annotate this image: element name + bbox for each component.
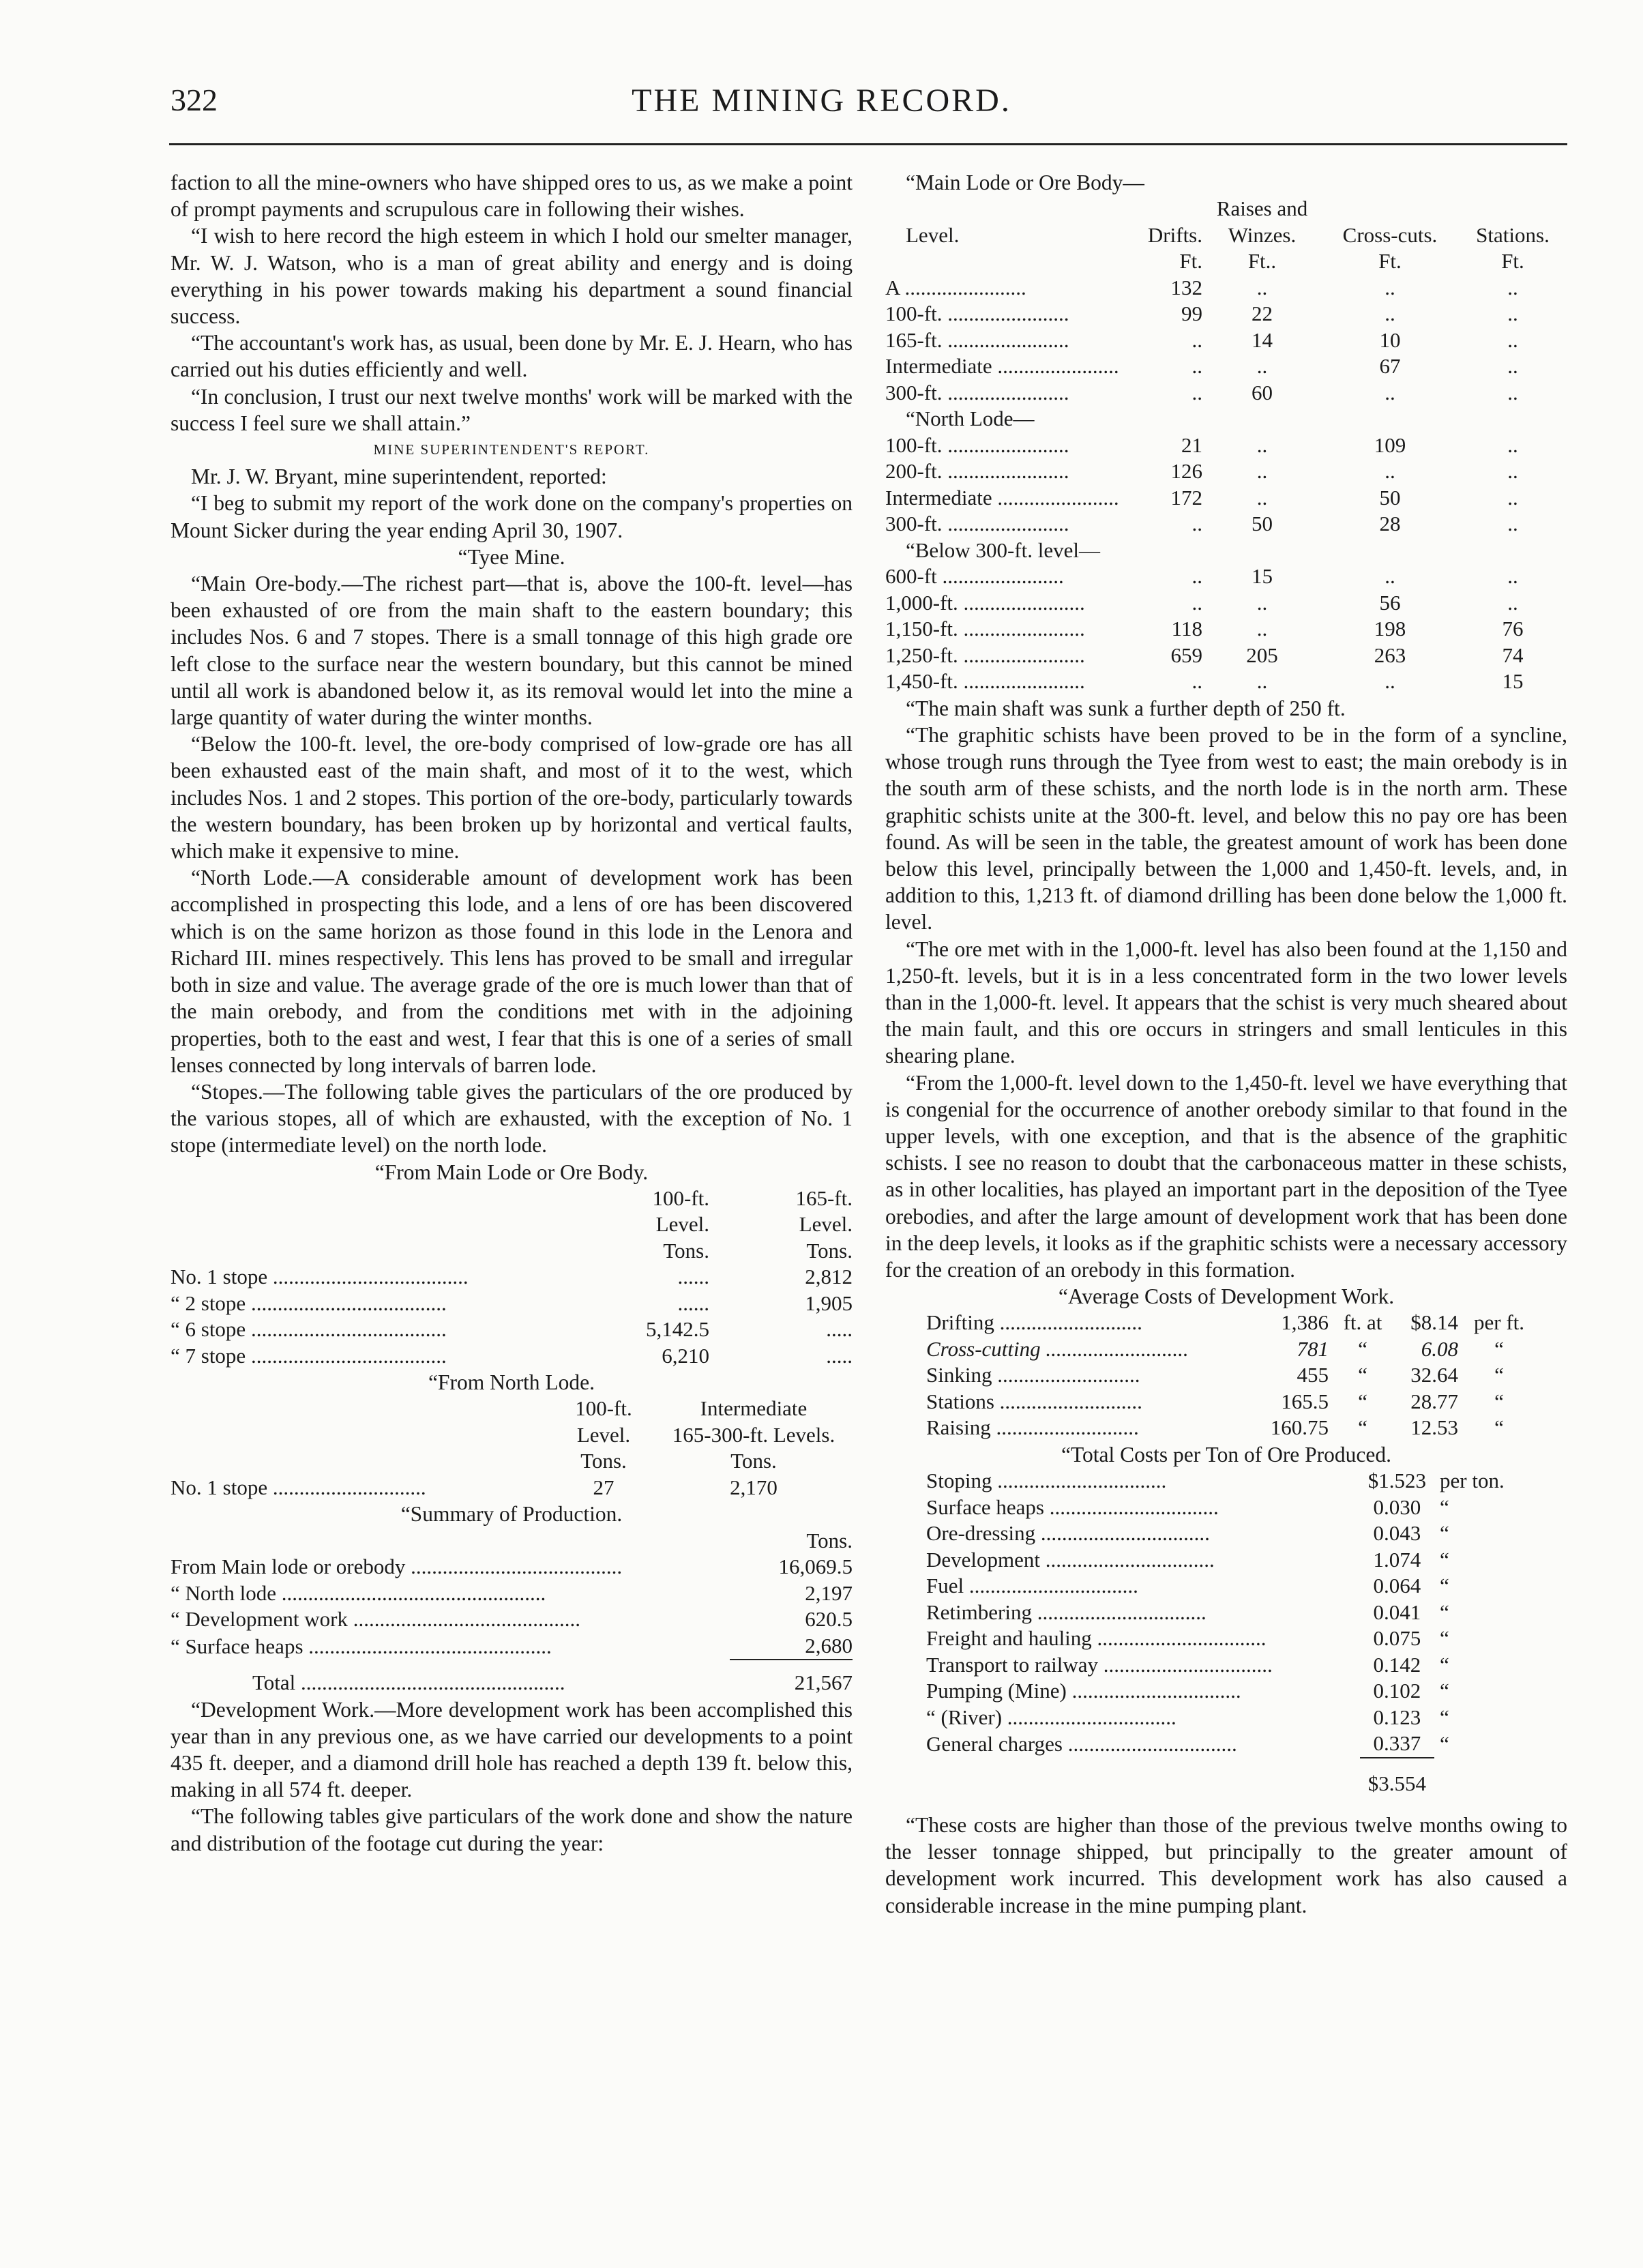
cost-label: “ (River) [926,1705,1003,1729]
stations-value: .. [1507,301,1518,326]
col-header: Tons. [663,1238,709,1263]
at-label: “ [1358,1415,1367,1440]
table-row [926,1310,1540,1336]
raises-value: .. [1256,275,1268,299]
at-label: “ [1358,1336,1367,1361]
cost-label: Retimbering [926,1600,1032,1624]
table-row [926,1573,1567,1600]
table-row [885,301,1567,327]
paragraph: “I beg to submit my report of the work done on the company's properties on Mount Sicker during the year ending April 30, 1907. [171,491,853,542]
table-heading: “From North Lode. [428,1370,595,1395]
level-label: 1,150-ft. [885,617,958,641]
table-row: No. 1 stope ..................................... ...... 2,812 [171,1265,853,1289]
unit-label: “ [1440,1732,1449,1756]
cost-value: 0.075 [1373,1626,1421,1651]
cost-label: Development [926,1547,1041,1572]
drifts-value: 659 [1170,643,1202,667]
stations-value: .. [1507,275,1518,299]
total-costs-table [926,1468,1567,1797]
cost-label: Fuel [926,1574,964,1598]
raises-value: 50 [1252,512,1273,536]
drifts-value: .. [1191,354,1202,379]
raises-value: .. [1256,590,1268,615]
table-row [885,353,1567,380]
total-row: Total .................................................. 21,567 [252,1670,853,1695]
page-header [0,82,1643,136]
table-heading: “From Main Lode or Ore Body. [374,1160,649,1184]
right-column [885,169,1567,1919]
row-heading: “Below 300-ft. level— [906,537,1100,562]
stations-value: .. [1507,485,1518,510]
cost-label: Sinking [926,1363,992,1387]
table-row [926,1468,1567,1494]
stations-value: .. [1507,354,1518,379]
col-header: Tons. [806,1238,853,1263]
cost-value: 0.123 [1373,1705,1421,1729]
unit-label: “ [1494,1415,1504,1440]
unit-label: “ [1440,1626,1449,1651]
table-row: “ 6 stope ..................................... 5,142.5 ..... [171,1317,853,1342]
price-value: 6.08 [1421,1336,1458,1361]
cost-label: Drifting [926,1310,994,1335]
row-label: Sinking ........................... [926,1363,1140,1387]
table-row: “ North lode .................................................. 2,197 [171,1580,853,1605]
level-label: A [885,275,900,299]
table-row: “ Development work ........................................... 620.5 [171,1607,853,1632]
crosscuts-value: .. [1385,275,1395,299]
raises-value: .. [1256,354,1268,379]
drifts-value: 118 [1171,617,1202,641]
row-label: 1,150-ft. ....................... [885,617,1085,641]
table-row [926,1494,1567,1521]
cost-value: 0.337 [1373,1731,1421,1756]
col-header: 100-ft. [652,1185,709,1210]
raises-value: .. [1256,669,1268,694]
row-label: 200-ft. ....................... [885,459,1069,484]
cost-value: 0.102 [1373,1679,1421,1703]
at-label: “ [1358,1389,1367,1413]
stations-value: .. [1507,512,1518,536]
drifts-value: .. [1191,669,1202,694]
crosscuts-value: 56 [1379,590,1401,615]
table-row [885,432,1567,459]
paragraph: “Below the 100-ft. level, the ore-body comprised of low-grade ore has all been exhausted east of the main shaft, and most of it to the west, which includes Nos. 1 and 2 stopes. This portion of the ore-body, particularly towards the western boundary, has been broken up by horizontal and vertical faults, which make it expensive to mine. [171,732,853,864]
cost-value: 1.074 [1373,1547,1421,1572]
row-label: A ....................... [885,275,1026,299]
row-label: Stations ........................... [926,1389,1142,1413]
unit-label: “ [1494,1363,1504,1387]
quantity-value: 165.5 [1281,1389,1329,1413]
row-label: 1,000-ft. ....................... [885,590,1085,615]
col-header: Level. [655,1212,709,1237]
drifts-value: 132 [1170,275,1202,299]
unit-label: “ [1440,1574,1449,1598]
page-number: 322 [171,83,218,117]
stations-value: .. [1507,327,1518,352]
quantity-value: 1,386 [1281,1310,1329,1335]
drifts-value: 21 [1181,432,1202,457]
crosscuts-value: .. [1385,459,1395,484]
crosscuts-value: 109 [1374,432,1406,457]
stations-value: .. [1507,459,1518,484]
paragraph: “The ore met with in the 1,000-ft. level has also been found at the 1,150 and 1,250-ft. levels, but it is in a less concentrated form in the two lower levels than in the 1,000-ft. level. It appears that the schist is very much sheared about the main fault, and this ore occurs in stringers and small lenticules in this shearing plane. [885,937,1567,1068]
table-row [926,1362,1540,1389]
stations-value: 15 [1502,669,1524,694]
quantity-value: 160.75 [1270,1415,1329,1440]
table-row [885,327,1567,354]
level-label: 100-ft. [885,301,943,326]
table-row [885,458,1567,485]
cost-label: Pumping (Mine) [926,1679,1067,1703]
row-label: 1,250-ft. ....................... [885,643,1085,667]
cost-label: General charges [926,1732,1063,1756]
crosscuts-value: 10 [1379,327,1401,352]
level-label: 200-ft. [885,459,943,484]
drifts-value: .. [1191,512,1202,536]
paragraph: “In conclusion, I trust our next twelve months' work will be marked with the success I feel sure we shall attain.” [171,384,853,435]
row-label: Intermediate ....................... [885,485,1119,510]
raises-value: .. [1256,485,1268,510]
header-rule [169,143,1567,145]
crosscuts-value: .. [1385,301,1395,326]
level-label: 600-ft [885,564,937,589]
cost-label: Cross-cutting [926,1336,1041,1361]
table-heading: “Main Lode or Ore Body— [906,171,1144,194]
unit-label: “ [1440,1600,1449,1624]
cost-label: Freight and hauling [926,1626,1092,1651]
table-row: No. 1 stope ............................. 27 2,170 [171,1475,778,1499]
stations-value: 76 [1502,617,1524,641]
raises-value: 22 [1252,301,1273,326]
row-label: Drifting ........................... [926,1310,1142,1335]
table-row [885,511,1567,537]
cost-value: $1.523 [1367,1469,1427,1493]
table-row [885,537,1567,564]
crosscuts-value: 67 [1379,354,1401,379]
at-label: “ [1358,1363,1367,1387]
row-label: Pumping (Mine) ................................ [926,1679,1241,1703]
drifts-value: .. [1191,564,1202,589]
section-heading: MINE SUPERINTENDENT'S REPORT. [373,441,650,458]
row-label: General charges ................................ [926,1732,1237,1756]
raises-value: 15 [1252,564,1273,589]
paragraph: “Stopes.—The following table gives the particulars of the ore produced by the various stopes, all of which are exhausted, with the exception of No. 1 stope (intermediate level) on the north lode. [171,1079,853,1158]
raises-value: 205 [1246,643,1278,667]
paragraph: Mr. J. W. Bryant, mine superintendent, reported: [191,465,607,489]
paragraph: “These costs are higher than those of the previous twelve months owing to the lesser tonnage shipped, but principally to the greater amount of development work incurred. This development work has also caused a considerable increase in the mine pumping plant. [885,1813,1567,1917]
row-label: Transport to railway ................................ [926,1652,1273,1677]
table-row [926,1678,1567,1705]
cost-value: 0.041 [1373,1600,1421,1624]
cost-label: Stations [926,1389,994,1413]
crosscuts-value: 28 [1379,512,1401,536]
row-label: Cross-cutting ........................... [926,1336,1189,1361]
col-header: Level. [799,1212,853,1237]
price-value: 12.53 [1410,1415,1458,1440]
drifts-value: 99 [1181,301,1202,326]
paragraph: “Main Ore-body.—The richest part—that is, above the 100-ft. level—has been exhausted of ore from the main shaft to the eastern boundary; this includes Nos. 6 and 7 stopes. There is a small tonnage of this high grade ore left close to the surface near the western boundary, but this cannot be mined until all work is abandoned below it, as its removal would let into the mine a large quantity of water during the winter months. [171,572,853,730]
row-label: “ (River) ................................ [926,1705,1176,1729]
table-row [885,406,1567,432]
row-label: 100-ft. ....................... [885,432,1069,457]
table-row [926,1415,1540,1441]
table-row [926,1705,1567,1731]
level-label: 1,450-ft. [885,669,958,694]
development-table: Raises and Level. Drifts. Winzes. Cross-cuts. Stations. Ft. Ft.. Ft. Ft. A ....................... 132 .. .. .. 100-ft. ....................... 99 22 .. .. 165-ft. ....................... .. 14 10 .. Intermediate ....................... .. .. 67 .. 300-ft. ....................... .. 60 .. .. “North Lode— 100-ft. ....................... 21 .. 109 .. 200-ft. ....................... 126 .. .. .. Intermediate ....................... 172 .. 50 .. 300-ft. ....................... .. 50 28 .. “Below 300-ft. level— 600-ft ....................... .. 15 .. .. 1,000-ft. ....................... .. .. 56 .. 1,150-ft. ....................... 118 .. 198 76 1,250-ft. ....................... 659 205 263 74 1,450-ft. ....................... .. .. .. 15 [885,196,1567,695]
unit-label: “ [1440,1494,1449,1519]
price-value: 32.64 [1410,1363,1458,1387]
unit-label: “ [1440,1679,1449,1703]
quantity-value: 455 [1297,1363,1329,1387]
cost-label: Ore-dressing [926,1521,1036,1546]
raises-value: .. [1256,459,1268,484]
raises-value: 60 [1252,380,1273,404]
drifts-value: .. [1191,590,1202,615]
table-row [885,275,1567,301]
stations-value: .. [1507,590,1518,615]
average-costs-table [926,1310,1540,1441]
paragraph: “Development Work.—More development work has been accomplished this year than in any previous one, as we have carried our developments to a point 435 ft. deeper, and a diamond drill hole has reached a depth 139 ft. below this, making in all 574 ft. deeper. [171,1697,853,1802]
row-label: 100-ft. ....................... [885,301,1069,326]
stations-value: .. [1507,432,1518,457]
crosscuts-value: .. [1385,564,1395,589]
drifts-value: 172 [1170,485,1202,510]
row-label: Stoping ................................ [926,1469,1167,1493]
cost-value: 0.064 [1373,1574,1421,1598]
paragraph: “From the 1,000-ft. level down to the 1,450-ft. level we have everything that is congenial for the occurrence of another orebody similar to that found in the upper levels, with one exception, and that is the absence of the graphitic schists. I see no reason to doubt that the carbonaceous matter in these schists, as in other localities, has played an important part in the deposition of the Tyee orebodies, and after the large amount of development work that has been done in the deep levels, it looks as if the graphitic schists were a necessary accessory for the creation of an orebody in this formation. [885,1070,1567,1282]
table-heading: “Average Costs of Development Work. [1058,1284,1395,1309]
table-row: “ 7 stope ..................................... 6,210 ..... [171,1343,853,1368]
level-label: 1,000-ft. [885,590,958,615]
level-label: 100-ft. [885,432,943,457]
table-row: From Main lode or orebody ........................................ 16,069.5 [171,1555,853,1579]
table-row [885,563,1567,590]
summary-table: Tons. From Main lode or orebody ........................................ 16,069.5 “ North lode .................................................. 2,197 “ Development work ........................................... 620.5 “ Surface heaps .............................................. 2,680 Total .................................................. 21,567 [171,1528,853,1696]
table-row [885,643,1567,669]
table-row [926,1389,1540,1415]
subheading: “Tyee Mine. [458,544,565,569]
table-row [926,1600,1567,1626]
row-label: Intermediate ....................... [885,354,1119,379]
level-label: 300-ft. [885,380,943,404]
cost-value: 0.142 [1373,1652,1421,1677]
drifts-value: 126 [1170,459,1202,484]
at-label: ft. at [1343,1310,1382,1335]
stations-value: .. [1507,564,1518,589]
table-row [926,1336,1540,1363]
table-row [885,616,1567,643]
row-label: 165-ft. ....................... [885,327,1069,352]
price-value: $8.14 [1410,1310,1458,1335]
table-heading: “Summary of Production. [400,1502,623,1527]
row-label: Fuel ................................ [926,1574,1138,1598]
unit-label: “ [1494,1389,1504,1413]
level-label: Intermediate [885,354,992,379]
drifts-value: .. [1191,380,1202,404]
quantity-value: 781 [1297,1336,1329,1361]
table-row [926,1731,1567,1758]
row-label: Retimbering ................................ [926,1600,1207,1624]
price-value: 28.77 [1410,1389,1458,1413]
cost-label: Surface heaps [926,1494,1044,1519]
paragraph: “The following tables give particulars of the work done and show the nature and distribution of the footage cut during the year: [171,1804,853,1855]
table-row [926,1520,1567,1547]
row-label: Surface heaps ................................ [926,1494,1219,1519]
row-label: Raising ........................... [926,1415,1139,1440]
crosscuts-value: 198 [1374,617,1406,641]
stations-value: 74 [1502,643,1524,667]
paragraph: “I wish to here record the high esteem in which I hold our smelter manager, Mr. W. J. Watson, who is a man of great ability and energy and is doing everything in his power towards making his department a sound financial success. [171,224,853,329]
paragraph: faction to all the mine-owners who have shipped ores to us, as we make a point of prompt payments and scrupulous care in following their wishes. [171,171,853,222]
table-row [926,1625,1567,1652]
crosscuts-value: .. [1385,380,1395,404]
row-label: 600-ft ....................... [885,564,1064,589]
row-label: Freight and hauling ................................ [926,1626,1267,1651]
unit-label: “ [1440,1652,1449,1677]
cost-label: Raising [926,1415,991,1440]
left-column [171,169,853,1857]
unit-label: per ton. [1440,1469,1505,1493]
row-label: Development ................................ [926,1547,1215,1572]
table-heading: “Total Costs per Ton of Ore Produced. [1061,1442,1392,1467]
stopes-table [171,1185,853,1370]
crosscuts-value: 263 [1374,643,1406,667]
raises-value: .. [1256,617,1268,641]
row-heading: “North Lode— [906,407,1035,431]
table-row [885,380,1567,407]
level-label: 1,250-ft. [885,643,958,667]
journal-title: THE MINING RECORD. [632,83,1011,119]
row-label: 300-ft. ....................... [885,380,1069,404]
unit-label: “ [1440,1521,1449,1546]
cost-value: 0.043 [1373,1521,1421,1546]
raises-value: .. [1256,432,1268,457]
unit-label: “ [1440,1547,1449,1572]
crosscuts-value: 50 [1379,485,1401,510]
row-label: 300-ft. ....................... [885,512,1069,536]
cost-label: Stoping [926,1469,992,1493]
level-label: 300-ft. [885,512,943,536]
total-row: $3.554 [1367,1771,1427,1795]
table-row [885,590,1567,617]
raises-value: 14 [1252,327,1273,352]
table-row: “ 2 stope ..................................... ...... 1,905 [171,1291,853,1315]
crosscuts-value: .. [1385,669,1395,694]
unit-label: per ft. [1473,1310,1525,1335]
table-row [885,668,1567,695]
col-header: 165-ft. [795,1185,853,1210]
row-label: 1,450-ft. ....................... [885,669,1085,694]
north-lode-table: 100-ft. Intermediate Level. 165-300-ft. Levels. Tons. Tons. No. 1 stope ............................. 27 2,170 [171,1396,853,1501]
level-label: 165-ft. [885,327,943,352]
unit-label: “ [1440,1705,1449,1729]
table-row [885,485,1567,512]
paragraph: “The main shaft was sunk a further depth of 250 ft. [906,696,1346,720]
table-row: “ Surface heaps .............................................. 2,680 [171,1633,853,1658]
stations-value: .. [1507,380,1518,404]
paragraph: “North Lode.—A considerable amount of development work has been accomplished in prospecting this lode, and a lens of ore has been discovered which is on the same horizon as those found in this lode in the Lenora and Richard III. mines respectively. This lens has proved to be small and irregular both in size and value. The average grade of the ore is much lower than that of the main orebody, and from the conditions met with in the adjoining properties, both to the east and west, I fear that this is one of a series of small lenses connected by long intervals of barren lode. [171,866,853,1077]
unit-label: “ [1494,1336,1504,1361]
paragraph: “The graphitic schists have been proved to be in the form of a syncline, whose trough runs through the Tyee from west to east; the main orebody is in the south arm of these schists, and the north lode is in the north arm. These graphitic schists unite at the 300-ft. level, and below this no pay ore has been found. As will be seen in the table, the greatest amount of work has been done below this level, principally between the 1,000 and 1,450-ft. levels, and, in addition to this, 1,213 ft. of diamond drilling has been done below the 1,000 ft. level. [885,722,1567,934]
cost-value: 0.030 [1373,1494,1421,1519]
drifts-value: .. [1191,327,1202,352]
paragraph: “The accountant's work has, as usual, been done by Mr. E. J. Hearn, who has carried out his duties efficiently and well. [171,331,853,382]
row-label: Ore-dressing ................................ [926,1521,1210,1546]
cost-label: Transport to railway [926,1652,1098,1677]
table-row [926,1547,1567,1574]
level-label: Intermediate [885,485,992,510]
table-row [926,1652,1567,1679]
